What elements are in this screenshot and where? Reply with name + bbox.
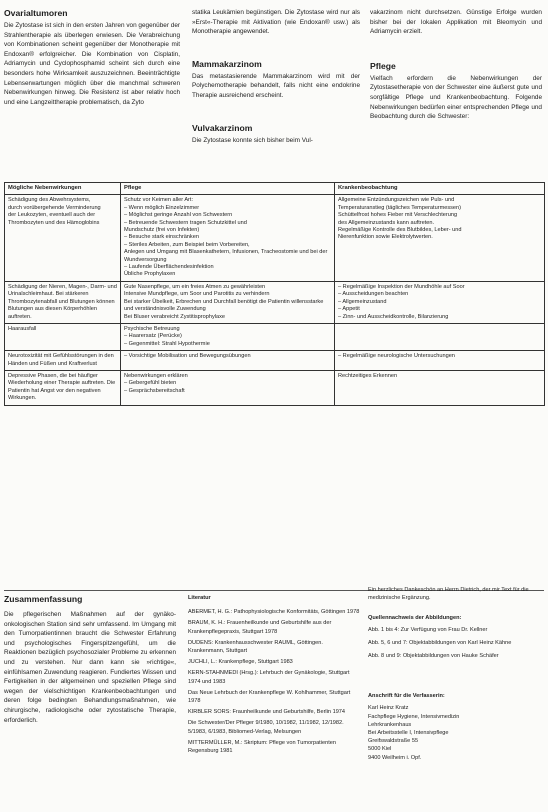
literature-item: KIRBLER SORS: Fraunheilkunde und Geburtshilfe, Berlin 1974 bbox=[188, 709, 346, 716]
heading-mammakarzinom: Mammakarzinom bbox=[192, 58, 262, 69]
heading-ovarialtumoren: Ovarialtumoren bbox=[4, 8, 68, 18]
cell-line: Haarausfall bbox=[8, 325, 37, 332]
literature-item: DUDENS: Krankenhausschwester RAUML, Göttingen. Krankenmann, Stuttgart bbox=[188, 639, 323, 655]
cell-line: Intensive Mundpflege, um Soor und Parotitis zu verhindern bbox=[124, 291, 270, 298]
cell-beobachtung bbox=[335, 351, 545, 371]
literature-item: JUCHLI, L.: Krankenpflege, Stuttgart 1983 bbox=[188, 659, 293, 666]
cell-line: – Ausscheidungen beachten bbox=[338, 291, 409, 298]
address-block bbox=[368, 704, 544, 761]
cell-line: des Allgemeinzustands kann auftreten. bbox=[338, 219, 435, 226]
cell-beobachtung bbox=[335, 370, 545, 405]
cell-line: der Leukozyten, eventuell auch der bbox=[8, 212, 96, 219]
cell-line: auftreten. bbox=[8, 313, 32, 320]
credits-column bbox=[368, 586, 544, 762]
cell-line: Psychische Betreuung bbox=[124, 325, 180, 332]
cell-line: – Vorsichtige Mobilisation und Bewegungsübungen bbox=[124, 353, 251, 360]
cell-line: – Steriles Arbeiten, zum Beispiel beim Vorbereiten, bbox=[124, 241, 250, 248]
address-line: Greifswaldstraße 55 bbox=[368, 738, 419, 745]
sources-list bbox=[368, 626, 544, 661]
cell-line: – Allgemeinzustand bbox=[338, 298, 387, 305]
cell-line: Nierenfunktion sowie Elektrolytwerten. bbox=[338, 234, 433, 241]
cell-line: – Gesprächsbereitschaft bbox=[124, 387, 185, 394]
literature-item: Das Neue Lehrbuch der Krankenpflege W. Kohlhammer, Stuttgart 1978 bbox=[188, 689, 351, 705]
cell-line: Schädigung der Nieren, Magen-, Darm- und Urinalschleimhaut. Bei stärkeren Thrombozytenabfall und Blutungen können bbox=[8, 283, 117, 305]
paragraph-zytostase-continued: statika Leukämien begünstigen. Die Zytostase wird nur als »Erst«-Therapie mit Aktivation (wie Endoxan® usw.) als Monotherapie angewendet. bbox=[192, 9, 360, 36]
cell-line: Temperaturanstieg (tägliches Temperaturmessen) bbox=[338, 204, 462, 211]
literature-column bbox=[188, 594, 360, 758]
cell-line: Gute Nasenpflege, um ein freies Atmen zu gewährleisten bbox=[124, 283, 266, 290]
table-header-pflege: Pflege bbox=[121, 183, 335, 195]
cell-line: Bei Bluser verabreicht Zystitisprophylaxe bbox=[124, 313, 226, 320]
address-line: 9400 Weilheim i. Opf. bbox=[368, 754, 422, 761]
cell-line: Depressive Phasen, die bei häufiger Wiederholung einer Therapie auftreten. Die Patientin hat Angst vor den negativen Wirkungen. bbox=[8, 372, 116, 402]
cell-line: – Gebergefühl bieten bbox=[124, 380, 177, 387]
cell-line: Regelmäßige Kontrolle des Blutbildes, Leber- und bbox=[338, 227, 462, 234]
cell-beobachtung bbox=[335, 195, 545, 281]
heading-literatur: Literatur bbox=[188, 595, 211, 601]
cell-line: Rechtzeitiges Erkennen bbox=[338, 372, 398, 379]
cell-pflege bbox=[121, 351, 335, 371]
cell-line: Bei starker Übelkeit, Erbrechen und Durchfall benötigt die Patientin willensstarke und verständnisvolle Zuwendung bbox=[124, 298, 324, 313]
source-item: Abb. 8 und 9: Objektabbildungen von Hauke Schäfer bbox=[368, 653, 499, 660]
paragraph-mammakarzinom: Das metastasierende Mammakarzinom wird mit der Polychemotherapie behandelt, falls nicht eine endokrine Therapie ausreichend erscheint. bbox=[192, 72, 360, 99]
cell-line: Mundschutz (frei von Infekten) bbox=[124, 227, 200, 234]
cell-line: – Betreuende Schwestern tragen Schutzkittel und bbox=[124, 219, 247, 226]
cell-line: Schüttelfrost hohes Fieber mit Verschlechterung bbox=[338, 212, 458, 219]
heading-zusammenfassung: Zusammenfassung bbox=[4, 594, 83, 604]
table-row bbox=[5, 281, 545, 323]
cell-line: – Regelmäßige Inspektion der Mundhöhle auf Soor bbox=[338, 283, 465, 290]
cell-line: – Zinn- und Ausscheidkontrolle, Bilanzierung bbox=[338, 313, 449, 320]
address-line: Lehrkrankenhaus bbox=[368, 721, 412, 728]
paragraph-vulvakarzinom-continued: vakarzinom nicht durchsetzen. Günstige Erfolge wurden bisher bei der lokalen Applikation mit Bleomycin und Adriamycin erzielt. bbox=[370, 9, 542, 36]
literature-item: ABERMET, H. G.: Pathophysiologische Konformitäts, Göttingen 1978 bbox=[188, 609, 360, 616]
table-row bbox=[5, 323, 545, 350]
summary-column bbox=[4, 594, 176, 725]
table-header-nebenwirkungen: Mögliche Nebenwirkungen bbox=[5, 183, 121, 195]
cell-line: Schädigung des Abwehrsystems, bbox=[8, 197, 91, 204]
table-row bbox=[5, 370, 545, 405]
cell-line: Neurotoxizität mit Gefühlsstörungen in den Händen und Füßen und Kraftverlust bbox=[8, 353, 114, 367]
table-header-row bbox=[5, 183, 545, 195]
source-item: Abb. 5, 6 und 7: Objektabbildungen von Karl Heinz Kähne bbox=[368, 639, 512, 646]
cell-beobachtung bbox=[335, 323, 545, 350]
cell-nebenwirkung bbox=[5, 370, 121, 405]
cell-line: Anlegen und Umgang mit Blasenkathetern, Infusionen, Tracheostomie und bei der Wundversorgung bbox=[124, 249, 328, 263]
cell-line: Thrombozyten und des Hämoglobins bbox=[8, 219, 100, 226]
cell-pflege bbox=[121, 370, 335, 405]
cell-pflege bbox=[121, 323, 335, 350]
heading-vulvakarzinom: Vulvakarzinom bbox=[192, 122, 253, 133]
source-item: Abb. 1 bis 4: Zur Verfügung von Frau Dr. Kellner bbox=[368, 626, 488, 633]
cell-line: Blutungen aus diesen Körperhöhlen bbox=[8, 306, 97, 313]
heading-anschrift: Anschrift für die Verfasserin: bbox=[368, 693, 445, 700]
paragraph-vulvakarzinom: Die Zytostase konnte sich bisher beim Vul- bbox=[192, 136, 313, 144]
cell-pflege bbox=[121, 195, 335, 281]
cell-nebenwirkung bbox=[5, 351, 121, 371]
cell-line: Nebenwirkungen erklären bbox=[124, 372, 188, 379]
literature-item: KERN-STAHNMEDI (Hrsg.): Lehrbuch der Gynäkologie, Stuttgart 1974 und 1983 bbox=[188, 670, 350, 685]
top-column-3 bbox=[370, 8, 542, 122]
paragraph-pflege: Vielfach erfordern die Nebenwirkungen der Zytostasetherapie von der Schwester eine äußerst gute und sorgfältige Pflege und Krankenbeobachtung. Folgende Nebenwirkungen bedürfen einer entsprechenden Pflege und Beobachtung durch die Schwester: bbox=[370, 74, 542, 121]
cell-line: durch vorübergehende Verminderung bbox=[8, 204, 101, 211]
cell-pflege bbox=[121, 281, 335, 323]
paragraph-ovarialtumoren: Die Zytostase ist sich in den ersten Jahren von gegenüber der Strahlentherapie als überlegen erwiesen. Die Verabreichung von Kombinationen scheint gegenüber der Monotherapie mit Endoxan® erfolgreicher. Die Kombination von Cisplatin, Adriamycin und Cyclophosphamid scheint sich durch eine besonders hohe Wirksamkeit auszuzeichnen. Beeinträchtigte Lebenserwartungen möglich über die manchmal schweren Nebenwirkungen hinweg. Die Resistenz ist aber relativ hoch und eine Langzeittherapie problematisch, da Zyto bbox=[4, 22, 180, 106]
address-line: 5000 Kiel bbox=[368, 746, 392, 753]
literature-item: MITTERMÜLLER, M.: Skriptum: Pflege von Tumorpatienten Regensburg 1981 bbox=[188, 739, 336, 755]
address-line: Bei Arbeitsstelle I, Intensivpflege bbox=[368, 730, 449, 737]
heading-quellennachweis: Quellennachweis der Abbildungen: bbox=[368, 615, 462, 622]
cell-beobachtung bbox=[335, 281, 545, 323]
thanks-text: Ein herzliches Dankeschön an Herrn Dietrich, der mir Text für die medizinische Ergänzung. bbox=[368, 587, 529, 602]
cell-line: Übliche Prophylaxen bbox=[124, 271, 176, 278]
literature-item: BRAUM, K. H.: Frauenheilkunde und Geburtshilfe aus der Krankenpflegepraxis, Stuttgart 1978 bbox=[188, 620, 332, 635]
address-line: Fachpflege Hygiene, Intensivmedizin bbox=[368, 713, 460, 720]
table-row bbox=[5, 195, 545, 281]
heading-pflege: Pflege bbox=[370, 60, 396, 71]
nursing-table bbox=[4, 182, 545, 406]
cell-nebenwirkung bbox=[5, 281, 121, 323]
table-body bbox=[5, 195, 545, 405]
table-header-krankenbeobachtung: Krankenbeobachtung bbox=[335, 183, 545, 195]
cell-nebenwirkung bbox=[5, 195, 121, 281]
cell-line: – Möglichst geringe Anzahl von Schwestern bbox=[124, 212, 233, 219]
cell-line: – Gegenmittel: Strahl Hypothermie bbox=[124, 340, 210, 347]
cell-line: – Regelmäßige neurologische Untersuchungen bbox=[338, 353, 455, 360]
literature-item: Die Schwester/Der Pfleger 9/1980, 10/1982, 11/1982, 12/1982. 5/1983, 6/1983, Bibliomed-Verlag, Melsungen bbox=[188, 720, 344, 735]
cell-line: – Besuche stark einschränken bbox=[124, 234, 199, 241]
cell-nebenwirkung bbox=[5, 323, 121, 350]
cell-line: – Wenn möglich Einzelzimmer bbox=[124, 204, 200, 211]
literature-list bbox=[188, 608, 360, 755]
top-column-1 bbox=[4, 8, 180, 107]
cell-line: Schutz vor Keimen aller Art: bbox=[124, 197, 194, 204]
cell-line: – Laufende Überflächendesinfektion bbox=[124, 264, 214, 271]
paragraph-zusammenfassung: Die pflegerischen Maßnahmen auf der gynäko-onkologischen Station sind sehr umfassend. Im Umgang mit den Tumorpatientinnen braucht die Schwester Erfahrung und psychologisches Fingerspitzengefühl, um die Reaktionen bezüglich psychosozialer Probleme zu erkennen und zu verstehen. Nur dann kann sie »richtige«, einfühlsamen Zuwendung reagieren. Fundiertes Wissen und Fertigkeiten in der allgemeinen und speziellen Pflege sind wegen der vielschichtigen Krankenbeobachtungen und deren folge bedingten Behandlungsmaßnahmen, wie chirurgische, radiologische oder zytostatische Therapie, erforderlich. bbox=[4, 611, 176, 724]
address-line: Karl Heinz Kratz bbox=[368, 705, 409, 712]
nursing-table-wrapper bbox=[4, 182, 544, 406]
cell-line: Allgemeine Entzündungszeichen wie Puls- und bbox=[338, 197, 455, 204]
cell-line: – Haarersatz (Perücke) bbox=[124, 333, 182, 340]
cell-line: – Appetit bbox=[338, 306, 360, 313]
top-column-2 bbox=[192, 8, 360, 145]
table-row bbox=[5, 351, 545, 371]
